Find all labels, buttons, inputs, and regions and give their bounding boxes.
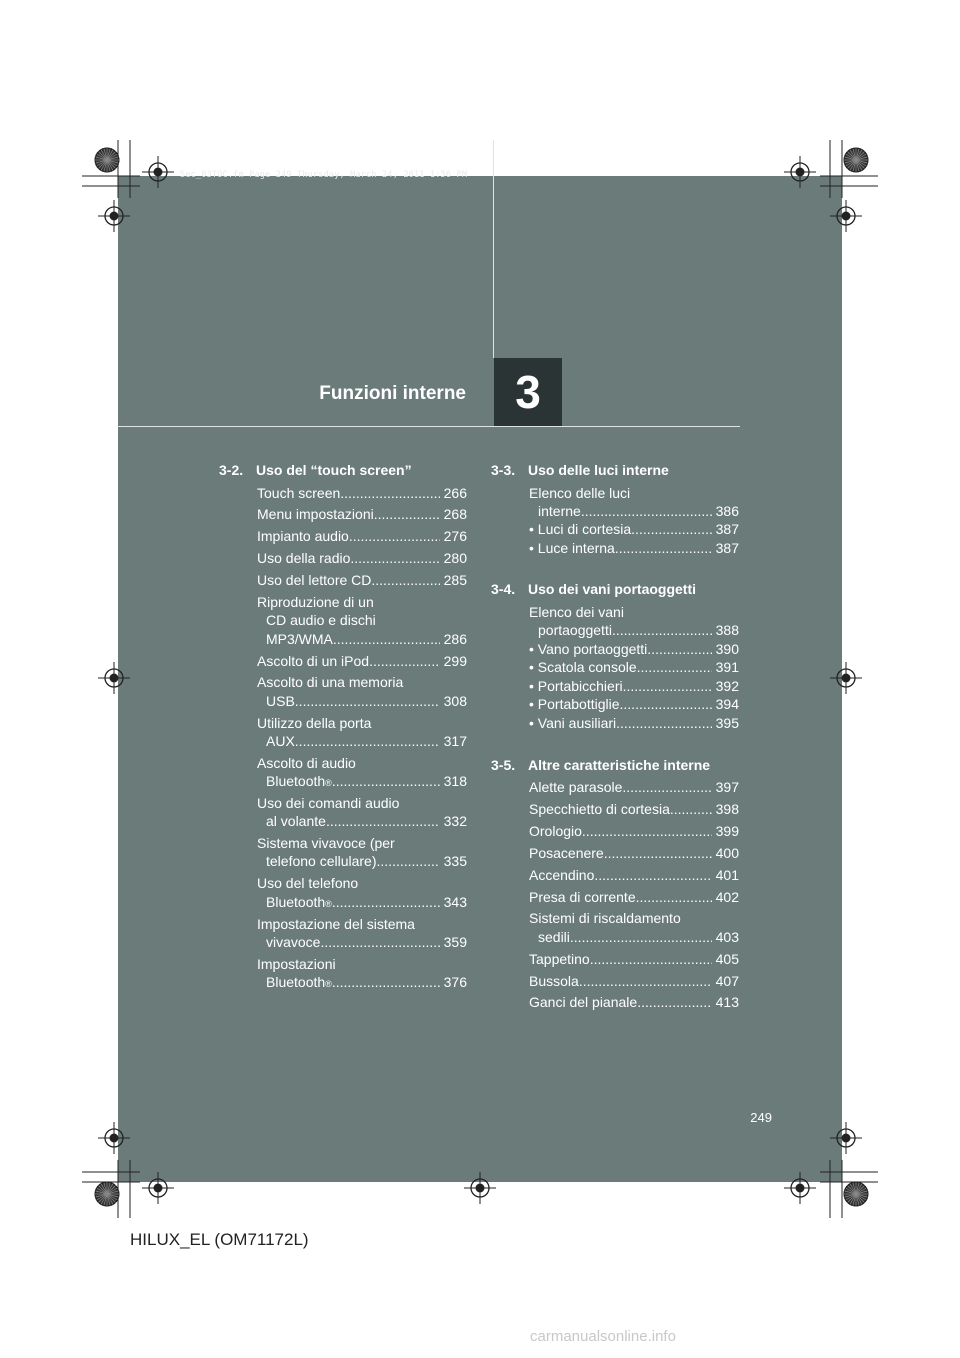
toc-entry-page: 392: [715, 677, 739, 694]
dot-leader: [320, 933, 439, 951]
section-title: Uso del “touch screen”: [256, 462, 412, 478]
header-divider-vertical: [493, 140, 494, 358]
toc-entry[interactable]: [257, 652, 467, 670]
toc-entry-page: 407: [715, 972, 739, 989]
toc-section: [491, 460, 739, 557]
dot-leader: [604, 844, 712, 862]
toc-entry[interactable]: [529, 640, 739, 659]
dot-leader: [637, 993, 711, 1011]
registration-mark: [830, 200, 862, 232]
document-code: HILUX_EL (OM71172L): [130, 1230, 309, 1249]
dot-leader: [349, 527, 440, 545]
toc-entry[interactable]: [529, 658, 739, 677]
toc-entry-label: Menu impostazioni: [257, 506, 374, 523]
dot-leader: [326, 812, 440, 830]
toc-entry-label: portaoggetti: [538, 622, 612, 639]
toc-entry[interactable]: [257, 714, 467, 751]
toc-entry-list: [529, 603, 739, 733]
toc-entry-label: Presa di corrente: [529, 888, 636, 905]
section-number: 3-2.: [219, 462, 244, 478]
toc-entry-label: Bluetooth: [266, 893, 326, 910]
toc-entry-label: • Portabottiglie: [529, 696, 620, 713]
toc-entry-page: 268: [443, 506, 467, 523]
toc-entry-label: Sistema vivavoce (per: [257, 835, 395, 852]
registration-mark: [98, 200, 130, 232]
section-number: 3-4.: [491, 581, 516, 598]
toc-entry-page: 401: [715, 866, 739, 883]
toc-entry-page: 405: [715, 950, 739, 967]
toc-entry-label: Sistemi di riscaldamento: [529, 910, 681, 927]
toc-entry[interactable]: [529, 972, 739, 990]
watermark: carmanualsonline.info: [530, 1328, 676, 1345]
toc-entry[interactable]: [529, 866, 739, 884]
toc-entry-page: 308: [443, 692, 467, 709]
dot-leader: [340, 484, 439, 502]
toc-entry-page: 402: [715, 888, 739, 905]
registration-mark: [830, 662, 862, 694]
section-heading: [491, 755, 739, 775]
toc-entry-page: 391: [715, 659, 739, 676]
toc-entry-label: Uso del telefono: [257, 875, 359, 892]
toc-entry-label: Impianto audio: [257, 528, 349, 545]
toc-entry-page: 394: [715, 696, 739, 713]
dot-leader: [612, 621, 712, 639]
toc-entry-list: [529, 484, 739, 558]
dot-leader: [570, 928, 712, 946]
toc-entry-page: 399: [715, 822, 739, 839]
toc-entry-label: Ascolto di una memoria: [257, 674, 404, 691]
toc-entry-page: 398: [715, 801, 739, 818]
toc-entry-label: Bussola: [529, 972, 579, 989]
toc-entry-label: Alette parasole: [529, 779, 623, 796]
toc-entry-label: Ascolto di un iPod: [257, 652, 370, 669]
dot-leader: [371, 571, 439, 589]
dot-leader: [594, 866, 711, 884]
toc-entry-label: Uso della radio: [257, 550, 351, 567]
toc-entry-page: 266: [443, 484, 467, 501]
dot-leader: [637, 658, 712, 677]
toc-entry-label: • Vani ausiliari: [529, 714, 617, 731]
registration-mark: [98, 662, 130, 694]
toc-entry[interactable]: [257, 484, 467, 502]
toc-entry[interactable]: [529, 484, 739, 521]
toc-column-left: [219, 460, 467, 991]
dot-leader: [579, 972, 712, 990]
toc-entry-label: Uso dei comandi audio: [257, 794, 400, 811]
toc-entry-label: • Luce interna: [529, 539, 615, 556]
toc-entry-label: Specchietto di cortesia: [529, 801, 670, 818]
chapter-number-badge: 3: [494, 358, 562, 426]
toc-entry[interactable]: [529, 909, 739, 946]
registration-mark: [830, 1122, 862, 1154]
toc-entry-page: 332: [443, 813, 467, 830]
toc-entry-page: 317: [443, 732, 467, 749]
toc-entry-label: telefono cellulare): [266, 853, 377, 870]
toc-entry[interactable]: [529, 677, 739, 696]
toc-entry-page: 387: [715, 521, 739, 538]
dot-leader: [295, 732, 440, 750]
section-number: 3-5.: [491, 756, 516, 773]
dot-leader: [332, 973, 440, 991]
dot-leader: [333, 630, 440, 648]
toc-entry[interactable]: [257, 794, 467, 831]
toc-entry[interactable]: [529, 993, 739, 1011]
toc-entry-label: MP3/WMA: [266, 630, 333, 647]
section-number: 3-3.: [491, 462, 516, 478]
dot-leader: [622, 778, 711, 796]
dot-leader: [620, 695, 712, 714]
section-title: Uso delle luci interne: [528, 462, 669, 478]
dot-leader: [332, 893, 440, 911]
dot-leader: [369, 652, 440, 670]
toc-entry-page: 286: [443, 630, 467, 647]
dot-leader: [615, 539, 712, 558]
dot-leader: [582, 822, 712, 840]
toc-entry-label: Bluetooth: [266, 974, 326, 991]
toc-entry-page: 285: [443, 572, 467, 589]
color-bar-mark: [95, 1182, 119, 1206]
toc-entry[interactable]: [529, 603, 739, 640]
dot-leader: [581, 502, 712, 520]
toc-column-right: [491, 460, 739, 1012]
toc-entry-label: Posacenere: [529, 844, 604, 861]
toc-entry-label: Elenco delle luci: [529, 484, 631, 501]
toc-entry-label: Orologio: [529, 822, 582, 839]
toc-entry[interactable]: [529, 714, 739, 733]
registration-mark: [784, 156, 816, 188]
section-heading: [219, 460, 467, 480]
toc-entry-label: • Scatola console: [529, 659, 637, 676]
toc-entry-label: Bluetooth: [266, 773, 326, 790]
toc-entry-label: vivavoce: [266, 933, 321, 950]
toc-entry-label: Tappetino: [529, 950, 590, 967]
toc-entry-page: 388: [715, 622, 739, 639]
toc-entry-label: Ascolto di audio: [257, 754, 356, 771]
toc-entry[interactable]: [529, 539, 739, 558]
toc-entry[interactable]: [529, 950, 739, 968]
toc-entry[interactable]: [257, 673, 467, 710]
dot-leader: [616, 714, 712, 733]
color-bar-mark: [844, 1182, 868, 1206]
toc-entry-page: 403: [715, 928, 739, 945]
toc-entry-page: 413: [715, 994, 739, 1011]
toc-entry-label: Ganci del pianale: [529, 994, 638, 1011]
toc-entry-label: • Luci di cortesia: [529, 521, 632, 538]
toc-entry-page: 280: [443, 550, 467, 567]
section-heading: [491, 579, 739, 599]
toc-entry[interactable]: Uso del telefono Bluetooth ® ..... 343: [257, 874, 467, 911]
toc-entry[interactable]: [529, 888, 739, 906]
toc-section: [491, 755, 739, 1012]
toc-entry-list: [257, 484, 467, 992]
toc-entry[interactable]: [529, 822, 739, 840]
dot-leader: [350, 549, 439, 567]
toc-entry-page: 395: [715, 714, 739, 731]
toc-entry-list: [529, 778, 739, 1012]
toc-entry-page: 386: [715, 502, 739, 519]
registration-mark: [142, 1172, 174, 1204]
toc-entry-label: CD audio e dischi: [266, 612, 376, 629]
registration-mark: [464, 1172, 496, 1204]
toc-entry-page: 343: [443, 893, 467, 910]
toc-entry-label: AUX: [266, 732, 295, 749]
dot-leader: [647, 640, 711, 659]
toc-entry-label: Uso del lettore CD: [257, 572, 372, 589]
section-heading: [491, 460, 739, 480]
toc-entry-page: 387: [715, 539, 739, 556]
registration-mark: [142, 156, 174, 188]
registration-mark: [784, 1172, 816, 1204]
toc-entry-label: sedili: [538, 928, 570, 945]
toc-entry[interactable]: Impostazioni Bluetooth ® ..... 376: [257, 955, 467, 992]
toc-entry[interactable]: [257, 834, 467, 871]
toc-entry-page: 335: [443, 853, 467, 870]
toc-entry[interactable]: [257, 527, 467, 545]
color-bar-mark: [844, 148, 868, 172]
toc-entry[interactable]: [529, 695, 739, 714]
dot-leader: [636, 888, 712, 906]
toc-entry[interactable]: [257, 505, 467, 523]
toc-entry[interactable]: [529, 844, 739, 862]
file-stamp: Sec_03TOC.fm Page 249 Thursday, March 24, 2011 1:56 PM: [180, 170, 468, 180]
dot-leader: [631, 520, 711, 539]
color-bar-mark: [95, 148, 119, 172]
toc-entry[interactable]: [529, 778, 739, 796]
header-rule: [118, 426, 740, 427]
section-title: Altre caratteristiche interne: [528, 756, 711, 773]
toc-entry-page: 276: [443, 528, 467, 545]
dot-leader: [332, 772, 440, 790]
toc-entry-label: Utilizzo della porta: [257, 714, 372, 731]
toc-section: [491, 579, 739, 732]
toc-entry-label: • Vano portaoggetti: [529, 640, 648, 657]
toc-entry-page: 390: [715, 640, 739, 657]
page-title: Funzioni interne: [319, 383, 466, 404]
registration-mark: [98, 1122, 130, 1154]
toc-entry-label: Riproduzione di un: [257, 594, 374, 611]
dot-leader: [377, 852, 440, 870]
toc-entry[interactable]: [257, 593, 467, 648]
toc-entry-page: 359: [443, 933, 467, 950]
toc-entry[interactable]: [529, 800, 739, 818]
toc-entry-label: Impostazione del sistema: [257, 915, 415, 932]
toc-entry-page: 299: [443, 652, 467, 669]
toc-entry-page: 318: [443, 773, 467, 790]
toc-entry-page: 397: [715, 779, 739, 796]
toc-entry[interactable]: [529, 520, 739, 539]
dot-leader: [295, 692, 440, 710]
toc-entry-label: Touch screen: [257, 484, 341, 501]
dot-leader: [623, 677, 712, 696]
toc-entry-page: 376: [443, 974, 467, 991]
toc-entry[interactable]: Ascolto di audio Bluetooth ® ..... 318: [257, 754, 467, 791]
dot-leader: [374, 505, 440, 523]
toc-entry[interactable]: [257, 571, 467, 589]
toc-entry-label: al volante: [266, 813, 326, 830]
toc-entry[interactable]: [257, 549, 467, 567]
toc-entry-label: Accendino: [529, 866, 595, 883]
toc-entry-label: • Portabicchieri: [529, 677, 623, 694]
toc-entry-label: interne: [538, 502, 581, 519]
dot-leader: [670, 800, 712, 818]
toc-entry-label: USB: [266, 692, 295, 709]
page-number: 249: [750, 1110, 772, 1125]
dot-leader: [590, 950, 712, 968]
toc-entry-label: Elenco dei vani: [529, 603, 624, 620]
toc-entry[interactable]: [257, 915, 467, 952]
toc-entry-page: 400: [715, 844, 739, 861]
section-title: Uso dei vani portaoggetti: [528, 581, 697, 598]
toc-entry-label: Impostazioni: [257, 955, 336, 972]
